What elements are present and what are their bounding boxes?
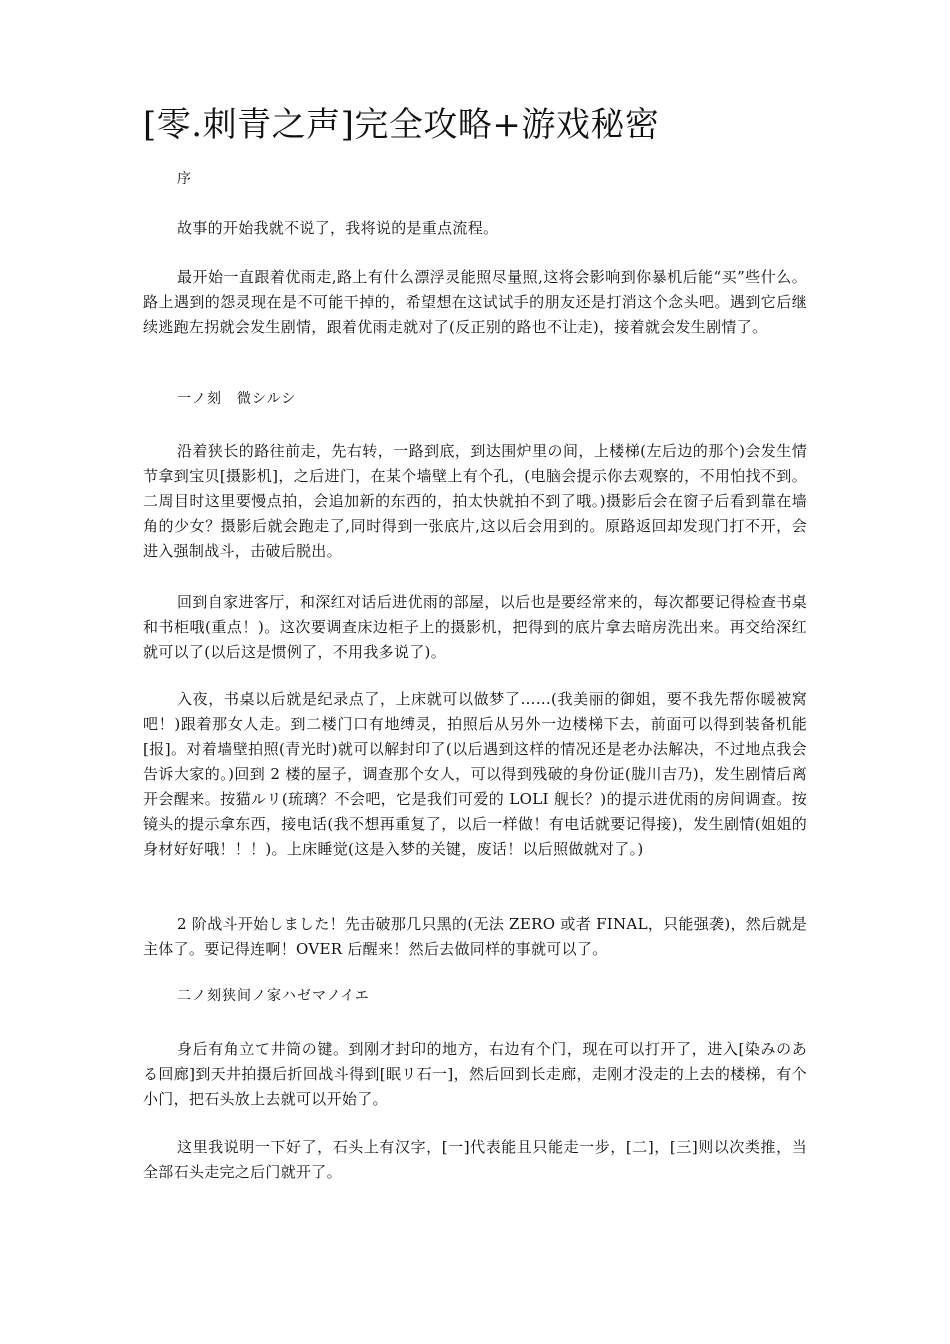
intro-paragraph: 故事的开始我就不说了，我将说的是重点流程。 xyxy=(177,219,499,237)
paragraph-7: 这里我说明一下好了，石头上有汉字，[一]代表能且只能走一步，[二]，[三]则以次类推，当全部石头走完之后门就开了。 xyxy=(143,1138,807,1181)
paragraph-4: 入夜，书桌以后就是纪录点了，上床就可以做梦了……(我美丽的御姐，要不我先帮你暖被窝吧！)跟着那女人走。到二楼门口有地缚灵，拍照后从另外一边楼梯下去，前面可以得到装备机能[报]。对着墙壁拍照(青光时)就可以解封印了(以后遇到这样的情况还是老办法解决，不过地点我会告诉大家的。)回到 2 楼的屋子，调查那个女人，可以得到残破的身份证(胧川吉乃)，发生剧情后离开会醒来。按猫ルリ(琉璃？不会吧，它是我们可爱的 LOLI 舰长？)的提示进优雨的房间调查。按镜头的提示拿东西，接电话(我不想再重复了，以后一样做！有电话就要记得接)，发生剧情(姐姐的身材好好哦！！！)。上床睡觉(这是入梦的关键，废话！以后照做就对了。) xyxy=(143,690,807,858)
paragraph-2: 沿着狭长的路往前走，先右转，一路到底，到达围炉里の间，上楼梯(左后边的那个)会发生情节拿到宝贝[摄影机]，之后进门，在某个墙壁上有个孔，(电脑会提示你去观察的，不用怕找不到。二周目时这里要慢点拍，会追加新的东西的，拍太快就拍不到了哦。)摄影后会在窗子后看到靠在墙角的少女？摄影后就会跑走了,同时得到一张底片,这以后会用到的。原路返回却发现门打不开，会进入强制战斗，击破后脱出。 xyxy=(143,442,807,560)
paragraph-3: 回到自家进客厅，和深红对话后进优雨的部屋，以后也是要经常来的，每次都要记得检查书桌和书柜哦(重点！)。这次要调查床边柜子上的摄影机，把得到的底片拿去暗房洗出来。再交给深红就可以了(以后这是惯例了，不用我多说了)。 xyxy=(143,593,807,661)
paragraph-1: 最开始一直跟着优雨走,路上有什么漂浮灵能照尽量照,这将会影响到你暴机后能“买”些什么。路上遇到的怨灵现在是不可能干掉的，希望想在这试试手的朋友还是打消这个念头吧。遇到它后继续逃跑左拐就会发生剧情，跟着优雨走就对了(反正别的路也不让走)，接着就会发生剧情了。 xyxy=(143,268,807,336)
document-title: [零.刺青之声]完全攻略+游戏秘密 xyxy=(143,105,660,145)
section-2-heading: 二ノ刻狭间ノ家ハゼマノイエ xyxy=(177,988,370,1004)
preface-label: 序 xyxy=(177,171,192,187)
paragraph-5: 2 阶战斗开始しました！先击破那几只黑的(无法 ZERO 或者 FINAL，只能强袭)，然后就是主体了。要记得连啊！OVER 后醒来！然后去做同样的事就可以了。 xyxy=(143,915,808,958)
paragraph-6: 身后有角立て井筒の键。到刚才封印的地方，右边有个门，现在可以打开了，进入[染みのある回廊]到天井拍摄后折回战斗得到[眠リ石一]，然后回到长走廊，走刚才没走的上去的楼梯，有个小门，把石头放上去就可以开始了。 xyxy=(143,1040,807,1108)
section-1-heading: 一ノ刻 微シルシ xyxy=(177,391,297,407)
